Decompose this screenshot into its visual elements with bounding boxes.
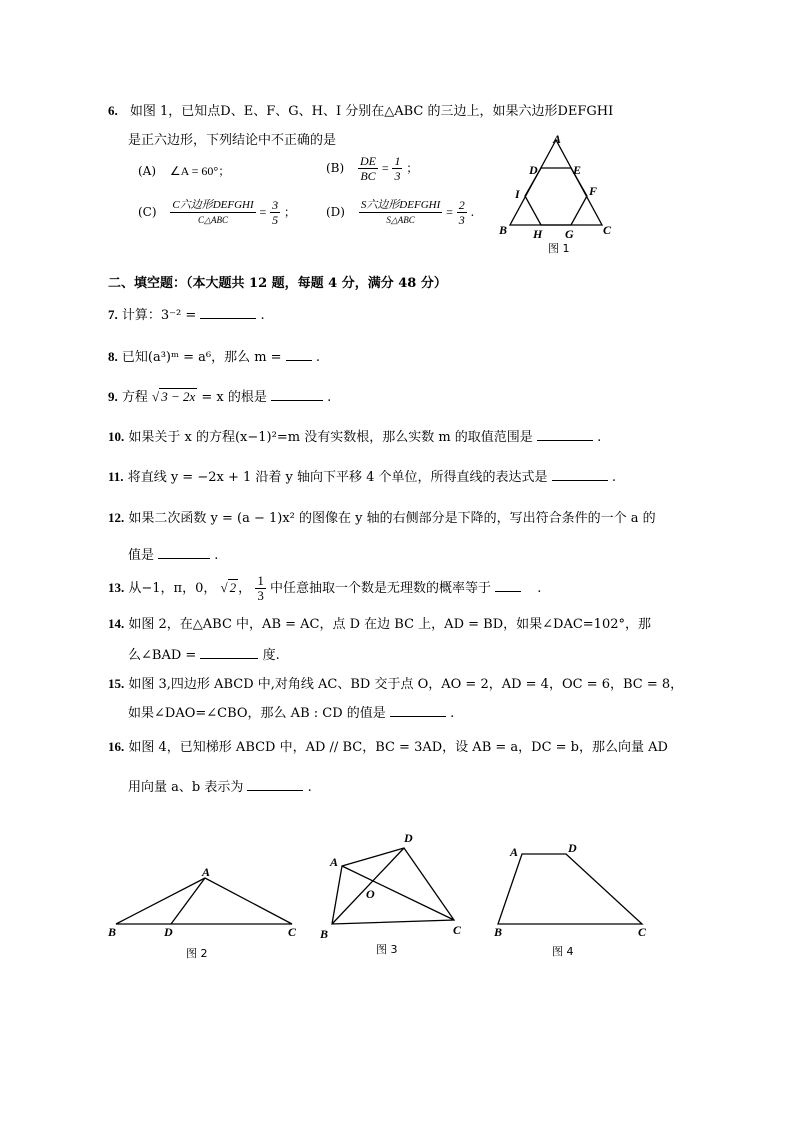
triangle-abc (510, 140, 602, 225)
diagonal-ac (342, 866, 454, 920)
question-text: 如图 1，已知点D、E、F、G、H、I 分别在△ABC 的三边上，如果六边形DEFGHI (129, 104, 614, 119)
radicand: 3 − 2x (161, 389, 196, 404)
question-11: 11. 将直线 y = −2x + 1 沿着 y 轴向下平移 4 个单位，所得直线的表达式是 . (108, 466, 616, 488)
fraction: $\frac{2}{3}$ (458, 198, 465, 227)
label-b: B (494, 925, 503, 938)
answer-blank[interactable] (552, 466, 608, 481)
figure-2-caption: 图 2 (186, 947, 208, 960)
answer-blank[interactable] (247, 776, 303, 791)
segment-ad (171, 878, 205, 924)
figure-3 (312, 828, 472, 944)
label-c: C (638, 925, 647, 938)
fraction: $\frac{\text{C六边形DEFGHI}}{\text{C△ABC}}$ (172, 199, 254, 225)
answer-blank[interactable] (286, 346, 312, 361)
fraction: $\frac{\text{S六边形DEFGHI}}{\text{S△ABC}}$ (360, 199, 441, 225)
answer-blank[interactable] (495, 577, 521, 592)
label-d: D (404, 831, 413, 845)
option-d: (D) $\frac{\text{S六边形DEFGHI}}{\text{S△ABC}}$ = $\frac{2}{3}$ . (326, 198, 475, 227)
label-d: D (529, 163, 538, 177)
figure-2 (100, 860, 310, 940)
question-8: 8. 已知(a³)ᵐ = a⁶，那么 m = . (108, 346, 320, 368)
question-10: 10. 如果关于 x 的方程(x−1)²=m 没有实数根，那么实数 m 的取值范围是 . (108, 426, 601, 448)
answer-blank[interactable] (537, 426, 593, 441)
answer-blank[interactable] (200, 644, 258, 659)
section-header: 二、填空题：（本大题共 12 题，每题 4 分，满分 48 分） (108, 276, 447, 291)
fraction: $\frac{3}{5}$ (272, 198, 279, 227)
label-d: D (568, 841, 577, 855)
label-d: D (164, 925, 173, 939)
question-16-line-2: 用向量 a、b 表示为 . (128, 776, 312, 798)
label-b: B (499, 223, 508, 237)
answer-blank[interactable] (390, 702, 446, 717)
label-g: G (565, 227, 574, 240)
question-6-line-2: 是正六边形，下列结论中不正确的是 (128, 133, 337, 148)
figure-4-caption: 图 4 (552, 945, 574, 958)
label-b: B (108, 925, 117, 939)
question-6-line-1 (108, 101, 613, 122)
question-12-line-2: 值是 . (128, 544, 218, 566)
question-14-line-2: 么∠BAD = 度. (128, 644, 280, 666)
question-number: 6. (108, 103, 118, 118)
label-a: A (510, 845, 519, 859)
question-13: 13. 从−1，π，0， √ 2 ， $\frac{1}{3}$ 中任意抽取一个数是无理数的概率等于 . (108, 573, 542, 603)
label-c: C (453, 923, 462, 937)
label-c: C (603, 223, 612, 237)
question-16-line-1: 16. 如图 4，已知梯形 ABCD 中，AD // BC，BC = 3AD，设 AB = a，DC = b，那么向量 AD (108, 739, 668, 755)
option-c: (C) $\frac{\text{C六边形DEFGHI}}{\text{C△ABC}}$ = $\frac{3}{5}$ ； (138, 198, 296, 227)
option-b: (B) $\frac{DE}{BC}$ = $\frac{1}{3}$ ； (326, 154, 419, 183)
label-b: B (320, 927, 329, 941)
label-a: A (202, 865, 211, 879)
fraction: $\frac{1}{3}$ (394, 154, 401, 183)
diagonal-bd (332, 848, 404, 924)
fraction: $\frac{DE}{BC}$ (360, 154, 377, 183)
triangle-abc (116, 878, 292, 924)
label-a: A (553, 132, 562, 146)
question-15-line-2: 如果∠DAO=∠CBO，那么 AB : CD 的值是 . (128, 702, 454, 724)
radicand: 2 (229, 580, 237, 595)
fraction: $\frac{1}{3}$ (257, 573, 264, 603)
label-c: C (288, 925, 297, 939)
label-o: O (366, 887, 375, 901)
answer-blank[interactable] (158, 544, 210, 559)
question-14-line-1: 14. 如图 2，在△ABC 中，AB = AC，点 D 在边 BC 上，AD = BD，如果∠DAC=102°，那 (108, 616, 651, 632)
label-e: E (573, 163, 582, 177)
figure-4 (488, 838, 658, 938)
label-a: A (330, 855, 339, 869)
question-15-line-1: 15. 如图 3,四边形 ABCD 中,对角线 AC、BD 交于点 O，AO = 2，AD = 4，OC = 6，BC = 8， (108, 676, 684, 692)
label-i: I (515, 187, 520, 201)
label-f: F (589, 184, 598, 198)
option-a: (A) ∠A = 60°； (138, 164, 231, 178)
trapezoid-abcd (498, 854, 642, 924)
question-12-line-1: 12. 如果二次函数 y = (a − 1)x² 的图像在 y 轴的右侧部分是下降的，写出符合条件的一个 a 的 (108, 510, 656, 526)
figure-1-caption: 图 1 (548, 242, 570, 255)
figure-1 (495, 130, 615, 240)
label-h: H (533, 227, 543, 240)
question-9: 9. 方程 √ 3 − 2x = x 的根是 . (108, 386, 331, 408)
answer-blank[interactable] (200, 304, 256, 319)
answer-blank[interactable] (271, 386, 323, 401)
figure-3-caption: 图 3 (376, 943, 398, 956)
question-7: 7. 计算：3⁻² = . (108, 304, 265, 326)
